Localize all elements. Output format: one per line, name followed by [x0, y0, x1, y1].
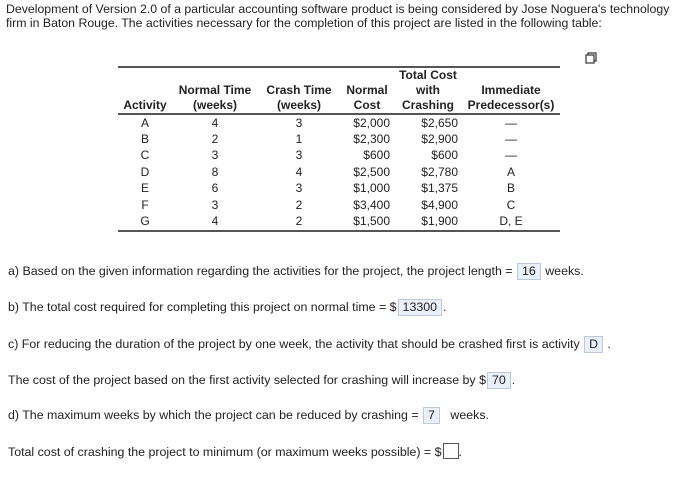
cell-activity: F	[141, 197, 149, 212]
header-normal-cost	[340, 67, 394, 114]
header-predecessor	[462, 67, 560, 114]
cell-predecessor: B	[506, 181, 515, 196]
table-header-row	[118, 67, 560, 114]
table-row	[118, 148, 560, 164]
answer-max-weeks-field[interactable]: 7	[423, 407, 440, 424]
cell-crash-time: 1	[295, 132, 303, 147]
activities-table	[118, 66, 560, 232]
cell-normal-time: 8	[211, 164, 219, 179]
cell-crash-cost: $4,900	[421, 197, 458, 212]
table-row	[118, 213, 560, 230]
cell-crash-time: 4	[295, 164, 303, 179]
header-total-cost-line2: with	[416, 83, 440, 97]
header-crash-time-line1: Crash Time	[266, 83, 332, 97]
cell-activity: B	[140, 132, 149, 147]
question-c2	[8, 372, 515, 389]
table-row	[118, 131, 560, 147]
cell-normal-cost: $2,000	[353, 115, 390, 130]
header-activity	[118, 67, 172, 114]
cell-predecessor: D, E	[462, 213, 560, 230]
question-b-suffix: .	[443, 300, 447, 314]
copy-icon[interactable]	[585, 52, 597, 64]
question-d-text: d) The maximum weeks by which the project can be reduced by crashing =	[8, 408, 419, 422]
cell-normal-time: 3	[211, 197, 219, 212]
cell-normal-cost: $600	[363, 148, 390, 163]
cell-normal-time: 4	[211, 115, 219, 130]
question-c2-text: The cost of the project based on the first activity selected for crashing will increase by $	[8, 373, 486, 387]
table-row	[118, 114, 560, 131]
answer-project-length-field[interactable]: 16	[517, 263, 541, 280]
question-a-suffix: weeks.	[545, 264, 584, 278]
question-d	[8, 407, 489, 424]
cell-normal-time: 4	[172, 213, 258, 230]
problem-intro: Development of Version 2.0 of a particular accounting software product is being considered by Jose Noguera's technology firm in Baton Rouge. The activities necessary for the completion of this project are listed in the following table:	[6, 2, 670, 30]
cell-predecessor: A	[506, 164, 515, 179]
cell-activity: C	[140, 148, 150, 163]
cell-crash-cost: $600	[431, 148, 458, 163]
cell-predecessor: C	[506, 197, 516, 212]
question-c	[8, 336, 611, 353]
header-normal-cost-line2: Cost	[353, 98, 381, 112]
cell-crash-cost: $2,650	[421, 115, 458, 130]
header-crash-time-line2: (weeks)	[276, 98, 322, 112]
cell-crash-time: 2	[295, 197, 303, 212]
cell-normal-cost: $2,500	[353, 164, 390, 179]
header-normal-time	[172, 67, 258, 114]
answer-normal-cost-field[interactable]: 13300	[398, 299, 442, 316]
question-c-text: c) For reducing the duration of the project by one week, the activity that should be crashed first is activity	[8, 337, 580, 351]
cell-normal-cost: $2,300	[353, 132, 390, 147]
header-predecessor-line2: Predecessor(s)	[467, 98, 555, 112]
cell-crash-cost: $1,900	[394, 213, 462, 230]
cell-predecessor: —	[505, 132, 517, 147]
cell-crash-time: 2	[258, 213, 340, 230]
cell-crash-cost: $1,375	[421, 181, 458, 196]
question-b-text: b) The total cost required for completing this project on normal time = $	[8, 300, 397, 314]
header-activity-label: Activity	[123, 98, 167, 112]
header-normal-time-line2: (weeks)	[192, 98, 238, 112]
answer-first-crash-activity-field[interactable]: D	[584, 336, 603, 353]
cell-crash-time: 3	[295, 181, 303, 196]
question-d2-text: Total cost of crashing the project to minimum (or maximum weeks possible) = $	[8, 445, 442, 459]
question-b	[8, 299, 446, 316]
question-d2	[8, 443, 462, 460]
cell-activity: A	[140, 115, 149, 130]
header-total-cost-crashing	[394, 67, 462, 114]
header-predecessor-line1: Immediate	[481, 83, 541, 97]
question-a	[8, 263, 584, 280]
cell-crash-time: 3	[295, 148, 303, 163]
cell-normal-time: 2	[211, 132, 219, 147]
cell-normal-cost: $1,500	[340, 213, 394, 230]
question-d-suffix: weeks.	[450, 408, 489, 422]
question-d2-suffix: .	[458, 445, 462, 459]
cell-activity: G	[118, 213, 172, 230]
header-normal-cost-line1: Normal	[346, 83, 388, 97]
header-normal-time-line1: Normal Time	[178, 83, 252, 97]
question-c-suffix: .	[607, 337, 611, 351]
question-c2-suffix: .	[511, 373, 516, 387]
cell-crash-time: 3	[295, 115, 303, 130]
cell-normal-cost: $1,000	[353, 181, 390, 196]
table-row	[118, 164, 560, 180]
question-a-text: a) Based on the given information regarding the activities for the project, the project length =	[8, 264, 513, 278]
cell-crash-cost: $2,900	[421, 132, 458, 147]
cell-normal-cost: $3,400	[353, 197, 390, 212]
cell-normal-time: 6	[211, 181, 219, 196]
header-total-cost-line3: Crashing	[401, 98, 454, 112]
header-crash-time	[258, 67, 340, 114]
table-row	[118, 181, 560, 197]
cell-predecessor: —	[505, 115, 517, 130]
header-total-cost-line1: Total Cost	[399, 68, 457, 82]
cell-crash-cost: $2,780	[421, 164, 458, 179]
cell-activity: E	[140, 181, 149, 196]
cell-normal-time: 3	[211, 148, 219, 163]
cell-predecessor: —	[505, 148, 517, 163]
cell-activity: D	[140, 164, 150, 179]
answer-total-crash-cost-field[interactable]	[443, 443, 459, 459]
table-row	[118, 197, 560, 213]
answer-cost-increase-field[interactable]: 70	[487, 372, 511, 389]
